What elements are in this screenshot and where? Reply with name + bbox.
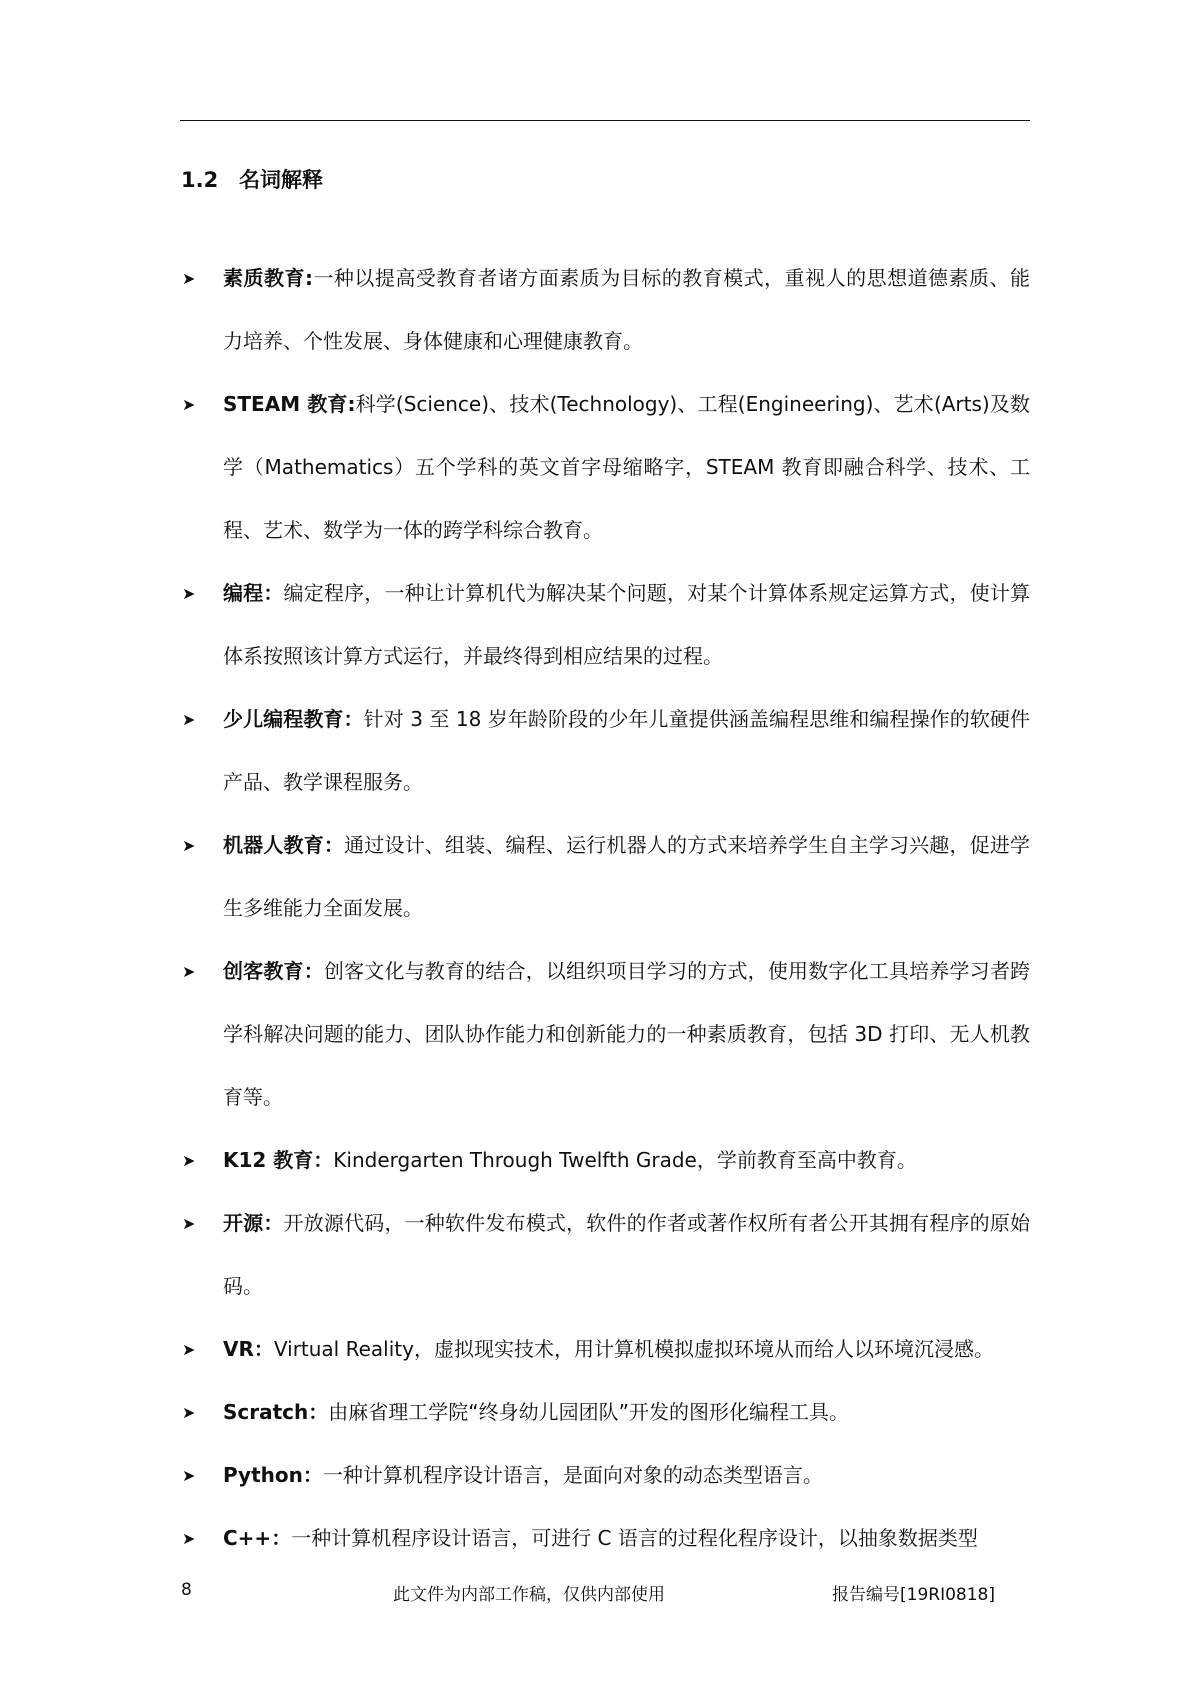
glossary-term: Python [223, 1463, 303, 1487]
glossary-item [180, 1192, 1030, 1318]
glossary-term: C++ [223, 1526, 272, 1550]
glossary-item [180, 688, 1030, 814]
glossary-definition: 一种计算机程序设计语言，可进行 C 语言的过程化程序设计，以抽象数据类型 [291, 1526, 978, 1550]
glossary-item [180, 1507, 1030, 1570]
arrow-bullet-icon: ➤ [182, 1340, 196, 1359]
glossary-definition: 创客文化与教育的结合，以组织项目学习的方式，使用数字化工具培养学习者跨学科解决问题的能力、团队协作能力和创新能力的一种素质教育，包括 3D 打印、无人机教育等。 [223, 959, 1031, 1109]
arrow-bullet-icon: ➤ [182, 269, 196, 288]
glossary-definition: 一种计算机程序设计语言，是面向对象的动态类型语言。 [322, 1463, 823, 1487]
glossary-definition: 由麻省理工学院“终身幼儿园团队”开发的图形化编程工具。 [328, 1400, 850, 1424]
term-separator: ： [253, 1337, 274, 1361]
glossary-term: 开源 [223, 1211, 264, 1235]
term-separator: : [304, 266, 313, 290]
glossary-definition: 编定程序，一种让计算机代为解决某个问题，对某个计算体系规定运算方式，使计算体系按照该计算方式运行，并最终得到相应结果的过程。 [223, 581, 1031, 668]
section-title: 名词解释 [239, 168, 323, 192]
glossary-item [180, 247, 1030, 373]
glossary-term: 创客教育 [223, 959, 304, 983]
term-separator: ： [263, 581, 284, 605]
glossary-term: Scratch [223, 1400, 309, 1424]
term-separator: ： [271, 1526, 292, 1550]
glossary-term: VR [223, 1337, 254, 1361]
glossary-definition: 针对 3 至 18 岁年龄阶段的少年儿童提供涵盖编程思维和编程操作的软硬件产品、教学课程服务。 [223, 707, 1031, 794]
arrow-bullet-icon: ➤ [182, 1466, 196, 1485]
glossary-item [180, 562, 1030, 688]
arrow-bullet-icon: ➤ [182, 1214, 196, 1233]
section-heading [181, 164, 323, 194]
term-separator: ： [303, 959, 324, 983]
arrow-bullet-icon: ➤ [182, 395, 196, 414]
glossary-definition: 通过设计、组装、编程、运行机器人的方式来培养学生自主学习兴趣，促进学生多维能力全面发展。 [223, 833, 1031, 920]
glossary-term: 少儿编程教育 [223, 707, 344, 731]
header-rule [180, 120, 1030, 121]
arrow-bullet-icon: ➤ [182, 836, 196, 855]
arrow-bullet-icon: ➤ [182, 584, 196, 603]
glossary-term: K12 教育 [223, 1148, 314, 1172]
glossary-item [180, 940, 1030, 1129]
glossary-definition: Virtual Reality，虚拟现实技术，用计算机模拟虚拟环境从而给人以环境沉浸感。 [273, 1337, 994, 1361]
arrow-bullet-icon: ➤ [182, 710, 196, 729]
glossary-item [180, 814, 1030, 940]
glossary-term: 机器人教育 [223, 833, 324, 857]
glossary-item [180, 1129, 1030, 1192]
glossary-definition: 一种以提高受教育者诸方面素质为目标的教育模式，重视人的思想道德素质、能力培养、个性发展、身体健康和心理健康教育。 [223, 266, 1031, 353]
arrow-bullet-icon: ➤ [182, 1403, 196, 1422]
arrow-bullet-icon: ➤ [182, 1529, 196, 1548]
arrow-bullet-icon: ➤ [182, 962, 196, 981]
term-separator: ： [323, 833, 345, 857]
glossary-definition: 开放源代码，一种软件发布模式，软件的作者或著作权所有者公开其拥有程序的原始码。 [223, 1211, 1031, 1298]
report-id: 报告编号[19RI0818] [832, 1585, 995, 1605]
term-separator: ： [308, 1400, 329, 1424]
term-separator: ： [313, 1148, 334, 1172]
glossary-item [180, 1381, 1030, 1444]
section-number: 1.2 [181, 168, 219, 192]
glossary-list [180, 247, 1030, 1570]
glossary-definition: 科学(Science)、技术(Technology)、工程(Engineering)、艺术(Arts)及数学（Mathematics）五个学科的英文首字母缩略字，STEAM 教育即融合科学、技术、工程、艺术、数学为一体的跨学科综合教育。 [223, 392, 1030, 542]
glossary-definition: Kindergarten Through Twelfth Grade，学前教育至高中教育。 [333, 1148, 917, 1172]
glossary-term: STEAM 教育 [223, 392, 348, 416]
glossary-item [180, 373, 1030, 562]
glossary-item [180, 1444, 1030, 1507]
page-number: 8 [181, 1580, 192, 1600]
term-separator: ： [343, 707, 364, 731]
glossary-term: 素质教育 [223, 266, 305, 290]
arrow-bullet-icon: ➤ [182, 1151, 196, 1170]
footer-notice: 此文件为内部工作稿，仅供内部使用 [393, 1585, 665, 1605]
term-separator: : [347, 392, 356, 416]
glossary-term: 编程 [223, 581, 264, 605]
term-separator: ： [263, 1211, 284, 1235]
term-separator: ： [302, 1463, 323, 1487]
glossary-item [180, 1318, 1030, 1381]
